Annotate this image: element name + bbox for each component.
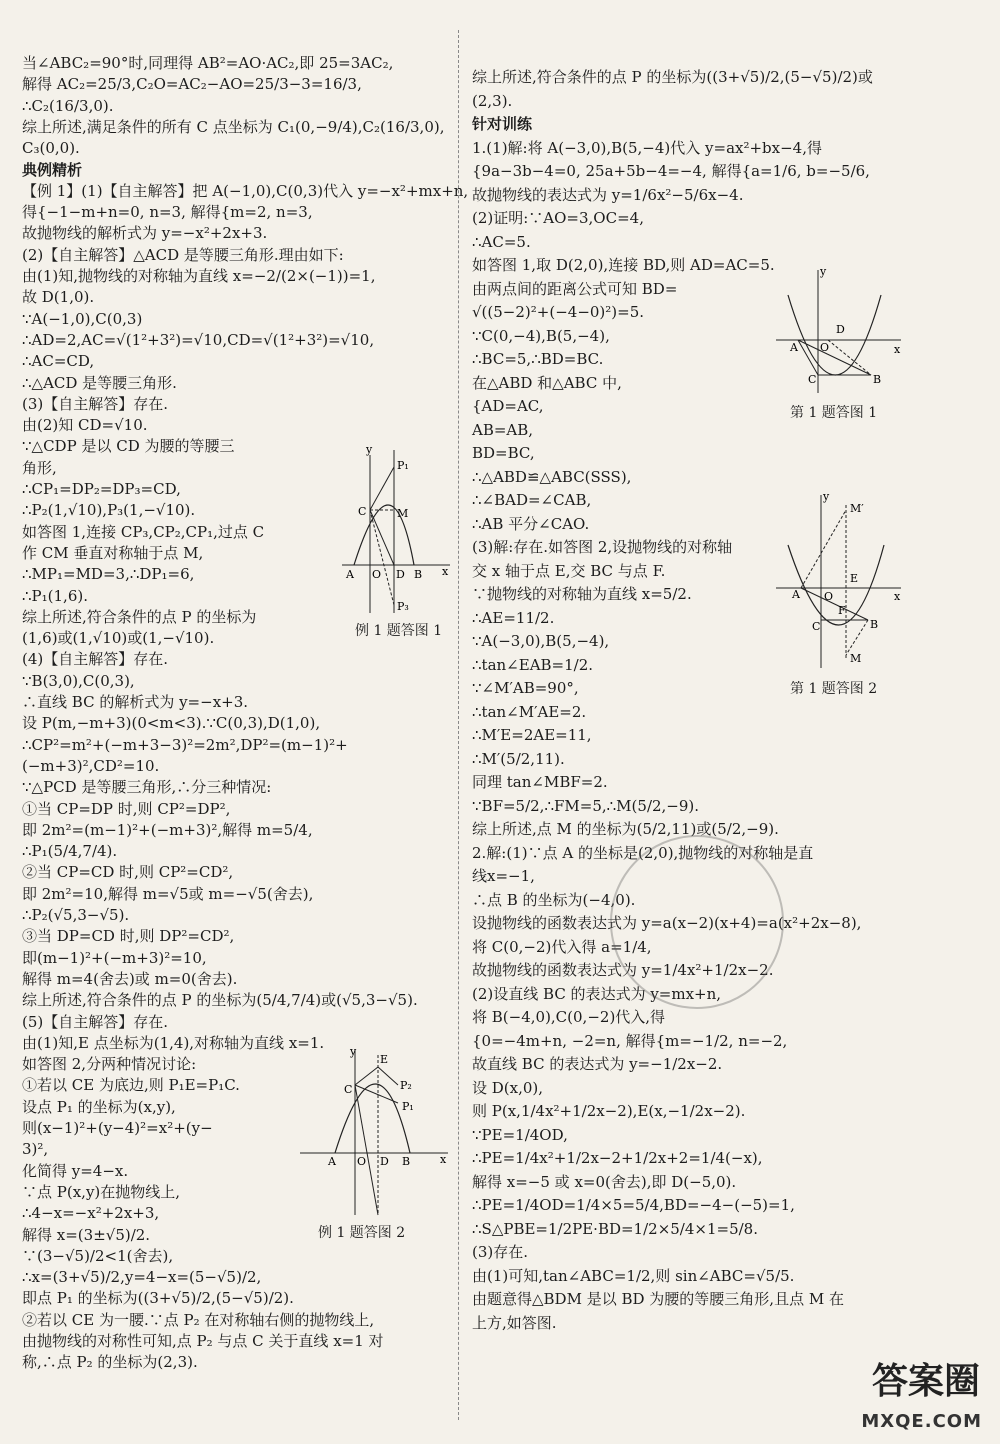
- right-line: ∴△ABD≌△ABC(SSS),: [472, 467, 632, 486]
- left-line: ①若以 CE 为底边,则 P₁E=P₁C.: [22, 1076, 240, 1095]
- right-line: ∴点 B 的坐标为(−4,0).: [472, 890, 636, 909]
- left-line: 由抛物线的对称性可知,点 P₂ 与点 C 关于直线 x=1 对: [22, 1332, 384, 1350]
- left-line: ∵A(−1,0),C(0,3): [22, 309, 143, 328]
- right-line: ∴AC=5.: [472, 232, 531, 251]
- right-line: {AD=AC,: [472, 397, 544, 415]
- svg-text:P₂: P₂: [400, 1079, 412, 1092]
- right-line: {9a−3b−4=0, 25a+5b−4=−4, 解得{a=1/6, b=−5/6,: [472, 162, 870, 180]
- right-line: 由(1)可知,tan∠ABC=1/2,则 sin∠ABC=√5/5.: [472, 1266, 795, 1285]
- left-line: (2)【自主解答】△ACD 是等腰三角形.理由如下:: [22, 245, 344, 264]
- left-line: ∴AC=CD,: [22, 352, 95, 371]
- right-line: 由题意得△BDM 是以 BD 为腰的等腰三角形,且点 M 在: [472, 1290, 844, 1308]
- right-line: 综上所述,符合条件的点 P 的坐标为((3+√5)/2,(5−√5)/2)或: [472, 68, 873, 86]
- left-line: ∴P₁(5/4,7/4).: [22, 842, 118, 861]
- right-line: 设 D(x,0),: [472, 1078, 544, 1097]
- right-line: 则 P(x,1/4x²+1/2x−2),E(x,−1/2x−2).: [472, 1102, 746, 1120]
- ex1-figure-1: [342, 445, 452, 615]
- svg-text:D: D: [836, 323, 845, 336]
- svg-text:E: E: [380, 1053, 389, 1066]
- left-line: 化简得 y=4−x.: [22, 1161, 129, 1180]
- left-line: 如答图 1,连接 CP₃,CP₂,CP₁,过点 C: [22, 522, 265, 541]
- svg-text:x: x: [440, 1153, 447, 1166]
- svg-text:P₁: P₁: [397, 459, 409, 472]
- left-line: ②若以 CE 为一腰.∵点 P₂ 在对称轴右侧的抛物线上,: [22, 1310, 375, 1329]
- svg-text:A: A: [790, 341, 798, 354]
- svg-text:M: M: [397, 507, 409, 520]
- left-line: 由(1)知,E 点坐标为(1,4),对称轴为直线 x=1.: [22, 1033, 325, 1052]
- right-line: (2)设直线 BC 的表达式为 y=mx+n,: [472, 984, 722, 1003]
- q1-fig1-caption: 第 1 题答图 1: [790, 405, 878, 421]
- left-line: (1,6)或(1,√10)或(1,−√10).: [22, 629, 215, 648]
- left-line: (4)【自主解答】存在.: [22, 650, 169, 669]
- ex1-fig1-caption: 例 1 题答图 1: [355, 623, 443, 639]
- left-line: ∴x=(3+√5)/2,y=4−x=(5−√5)/2,: [22, 1268, 262, 1287]
- left-line: ∴P₁(1,6).: [22, 586, 88, 605]
- svg-text:O: O: [820, 341, 830, 354]
- left-line: 3)²,: [22, 1140, 49, 1159]
- right-line: ∵∠M′AB=90°,: [472, 679, 579, 697]
- left-line: 设 P(m,−m+3)(0<m<3).∵C(0,3),D(1,0),: [22, 714, 321, 733]
- svg-text:P₁: P₁: [402, 1100, 414, 1113]
- left-line: ∵(3−√5)/2<1(舍去),: [22, 1246, 174, 1265]
- watermark-logo: 答案圈: [871, 1361, 980, 1402]
- left-line: 如答图 2,分两种情况讨论:: [22, 1055, 197, 1074]
- left-line: 则(x−1)²+(y−4)²=x²+(y−: [22, 1119, 213, 1137]
- svg-text:C: C: [812, 620, 821, 633]
- right-line: 如答图 1,取 D(2,0),连接 BD,则 AD=AC=5.: [472, 256, 775, 274]
- right-line: ∴AB 平分∠CAO.: [472, 514, 590, 533]
- right-line: ∵PE=1/4OD,: [472, 1125, 568, 1144]
- svg-text:B: B: [873, 373, 882, 386]
- svg-text:A: A: [328, 1155, 336, 1168]
- left-line: 角形,: [22, 458, 57, 477]
- q1-fig2-caption: 第 1 题答图 2: [790, 681, 878, 697]
- left-line: ③当 DP=CD 时,则 DP²=CD²,: [22, 927, 235, 946]
- right-line: ∵C(0,−4),B(5,−4),: [472, 326, 610, 345]
- svg-text:C: C: [808, 373, 817, 386]
- left-line: ∴CP₁=DP₂=DP₃=CD,: [22, 480, 181, 498]
- right-line: AB=AB,: [472, 420, 534, 439]
- svg-text:P₃: P₃: [397, 600, 409, 613]
- q1-figure-2: [776, 490, 906, 670]
- right-line: 由两点间的距离公式可知 BD=: [472, 279, 678, 298]
- right-line: 将 B(−4,0),C(0,−2)代入,得: [472, 1008, 666, 1026]
- right-line: ∴BC=5,∴BD=BC.: [472, 350, 604, 368]
- left-line: 典例精析: [22, 160, 83, 179]
- svg-text:C: C: [344, 1083, 353, 1096]
- left-line: ①当 CP=DP 时,则 CP²=DP²,: [22, 799, 231, 818]
- left-line: 即点 P₁ 的坐标为((3+√5)/2,(5−√5)/2).: [22, 1289, 294, 1308]
- svg-text:M: M: [850, 652, 862, 665]
- left-line: C₃(0,0).: [22, 139, 80, 158]
- right-line: ∴M′E=2AE=11,: [472, 726, 592, 744]
- right-line: ∴tan∠M′AE=2.: [472, 702, 587, 721]
- svg-text:A: A: [346, 568, 354, 581]
- svg-text:C: C: [358, 505, 367, 518]
- svg-text:O: O: [824, 590, 834, 603]
- svg-text:D: D: [396, 568, 405, 581]
- right-line: 在△ABD 和△ABC 中,: [472, 373, 622, 392]
- svg-text:y: y: [820, 265, 827, 278]
- left-line: ∵B(3,0),C(0,3),: [22, 671, 135, 690]
- left-line: ∴P₂(1,√10),P₃(1,−√10).: [22, 501, 196, 520]
- right-line: 故直线 BC 的表达式为 y=−1/2x−2.: [472, 1055, 723, 1073]
- ex1-fig2-caption: 例 1 题答图 2: [318, 1225, 406, 1241]
- left-line: 综上所述,符合条件的点 P 的坐标为: [22, 607, 257, 626]
- left-line: 即(m−1)²+(−m+3)²=10,: [22, 948, 207, 967]
- right-line: √((5−2)²+(−4−0)²)=5.: [472, 303, 645, 321]
- svg-text:F: F: [838, 604, 846, 617]
- right-line: 设抛物线的函数表达式为 y=a(x−2)(x+4)=a(x²+2x−8),: [472, 914, 862, 932]
- left-line: 得{−1−m+n=0, n=3, 解得{m=2, n=3,: [22, 203, 313, 222]
- left-line: ∴MP₁=MD=3,∴DP₁=6,: [22, 565, 195, 584]
- svg-text:x: x: [894, 590, 901, 603]
- svg-text:E: E: [850, 572, 859, 585]
- right-line: 综上所述,点 M 的坐标为(5/2,11)或(5/2,−9).: [472, 820, 779, 838]
- left-line: ∴AD=2,AC=√(1²+3²)=√10,CD=√(1²+3²)=√10,: [22, 330, 375, 349]
- column-divider: [458, 30, 459, 1420]
- left-line: (3)【自主解答】存在.: [22, 394, 169, 413]
- right-line: 上方,如答图.: [472, 1313, 557, 1332]
- left-line: ∵点 P(x,y)在抛物线上,: [22, 1182, 181, 1201]
- left-line: ②当 CP=CD 时,则 CP²=CD²,: [22, 863, 234, 882]
- svg-text:B: B: [402, 1155, 411, 1168]
- right-line: (3)存在.: [472, 1243, 529, 1261]
- right-line: 将 C(0,−2)代入得 a=1/4,: [472, 937, 652, 956]
- left-line: ∴C₂(16/3,0).: [22, 96, 114, 115]
- right-line: 2.解:(1)∵点 A 的坐标是(2,0),抛物线的对称轴是直: [472, 843, 814, 862]
- right-line: 解得 x=−5 或 x=0(舍去),即 D(−5,0).: [472, 1172, 737, 1191]
- right-line: ∴S△PBE=1/2PE·BD=1/2×5/4×1=5/8.: [472, 1219, 758, 1238]
- right-line: {0=−4m+n, −2=n, 解得{m=−1/2, n=−2,: [472, 1031, 788, 1050]
- right-line: ∵抛物线的对称轴为直线 x=5/2.: [472, 585, 692, 603]
- left-line: 作 CM 垂直对称轴于点 M,: [22, 543, 204, 562]
- left-line: ∴4−x=−x²+2x+3,: [22, 1204, 160, 1223]
- left-line: 综上所述,满足条件的所有 C 点坐标为 C₁(0,−9/4),C₂(16/3,0),: [22, 117, 445, 136]
- right-line: (2,3).: [472, 91, 513, 110]
- left-line: 故抛物线的解析式为 y=−x²+2x+3.: [22, 224, 268, 243]
- left-line: 设点 P₁ 的坐标为(x,y),: [22, 1097, 176, 1116]
- fig-label-y: y: [366, 445, 373, 456]
- left-line: 当∠ABC₂=90°时,同理得 AB²=AO·AC₂,即 25=3AC₂,: [22, 54, 394, 72]
- left-line: 【例 1】(1)【自主解答】把 A(−1,0),C(0,3)代入 y=−x²+mx+n,: [22, 181, 469, 200]
- left-line: (−m+3)²,CD²=10.: [22, 756, 160, 775]
- left-line: 解得 AC₂=25/3,C₂O=AC₂−AO=25/3−3=16/3,: [22, 75, 362, 94]
- ex1-figure-2: [300, 1045, 450, 1220]
- svg-text:B: B: [870, 618, 879, 631]
- left-line: ∴P₂(√5,3−√5).: [22, 906, 130, 924]
- q1-figure-1: [776, 265, 906, 395]
- left-line: 综上所述,符合条件的点 P 的坐标为(5/4,7/4)或(√5,3−√5).: [22, 991, 418, 1010]
- left-line: ∵△PCD 是等腰三角形,∴分三种情况:: [22, 778, 272, 797]
- left-line: 即 2m²=(m−1)²+(−m+3)²,解得 m=5/4,: [22, 820, 313, 839]
- right-line: ∴AE=11/2.: [472, 608, 555, 627]
- right-line: 同理 tan∠MBF=2.: [472, 773, 608, 791]
- right-line: ∴M′(5/2,11).: [472, 749, 565, 768]
- right-line: 故抛物线的表达式为 y=1/6x²−5/6x−4.: [472, 185, 744, 204]
- right-line: ∵BF=5/2,∴FM=5,∴M(5/2,−9).: [472, 796, 700, 815]
- right-line: 1.(1)解:将 A(−3,0),B(5,−4)代入 y=ax²+bx−4,得: [472, 138, 822, 157]
- svg-text:D: D: [380, 1155, 389, 1168]
- left-line: ∴CP²=m²+(−m+3−3)²=2m²,DP²=(m−1)²+: [22, 735, 348, 754]
- left-line: 由(2)知 CD=√10.: [22, 416, 148, 435]
- right-line: ∴∠BAD=∠CAB,: [472, 491, 592, 509]
- right-line: 线x=−1,: [472, 867, 535, 885]
- right-line: ∴tan∠EAB=1/2.: [472, 655, 594, 674]
- left-line: ∴△ACD 是等腰三角形.: [22, 373, 177, 392]
- left-line: 称,∴点 P₂ 的坐标为(2,3).: [22, 1353, 198, 1372]
- svg-text:x: x: [894, 343, 901, 356]
- svg-text:A: A: [792, 588, 800, 601]
- watermark-url: MXQE.COM: [861, 1411, 982, 1432]
- right-line: 针对训练: [472, 115, 533, 133]
- left-line: (5)【自主解答】存在.: [22, 1012, 169, 1031]
- svg-text:y: y: [350, 1045, 357, 1058]
- left-line: 解得 x=(3±√5)/2.: [22, 1225, 151, 1244]
- right-line: BD=BC,: [472, 444, 535, 462]
- right-line: 故抛物线的函数表达式为 y=1/4x²+1/2x−2.: [472, 961, 774, 979]
- left-line: 即 2m²=10,解得 m=√5或 m=−√5(舍去),: [22, 884, 314, 903]
- right-line: ∴PE=1/4OD=1/4×5=5/4,BD=−4−(−5)=1,: [472, 1196, 795, 1214]
- left-line: 解得 m=4(舍去)或 m=0(舍去).: [22, 969, 238, 988]
- svg-text:O: O: [357, 1155, 367, 1168]
- right-line: (2)证明:∵AO=3,OC=4,: [472, 209, 644, 227]
- svg-text:x: x: [442, 565, 449, 578]
- svg-text:M′: M′: [850, 502, 864, 515]
- right-line: (3)解:存在.如答图 2,设抛物线的对称轴: [472, 538, 733, 556]
- right-line: 交 x 轴于点 E,交 BC 与点 F.: [472, 561, 666, 580]
- right-line: ∴PE=1/4x²+1/2x−2+1/2x+2=1/4(−x),: [472, 1149, 763, 1167]
- svg-text:y: y: [823, 490, 830, 503]
- right-line: ∵A(−3,0),B(5,−4),: [472, 632, 610, 650]
- svg-text:O: O: [372, 568, 382, 581]
- left-line: 由(1)知,抛物线的对称轴为直线 x=−2/(2×(−1))=1,: [22, 267, 376, 285]
- left-line: ∴直线 BC 的解析式为 y=−x+3.: [22, 693, 249, 711]
- left-line: ∵△CDP 是以 CD 为腰的等腰三: [22, 437, 235, 456]
- svg-text:B: B: [414, 568, 423, 581]
- left-line: 故 D(1,0).: [22, 288, 95, 307]
